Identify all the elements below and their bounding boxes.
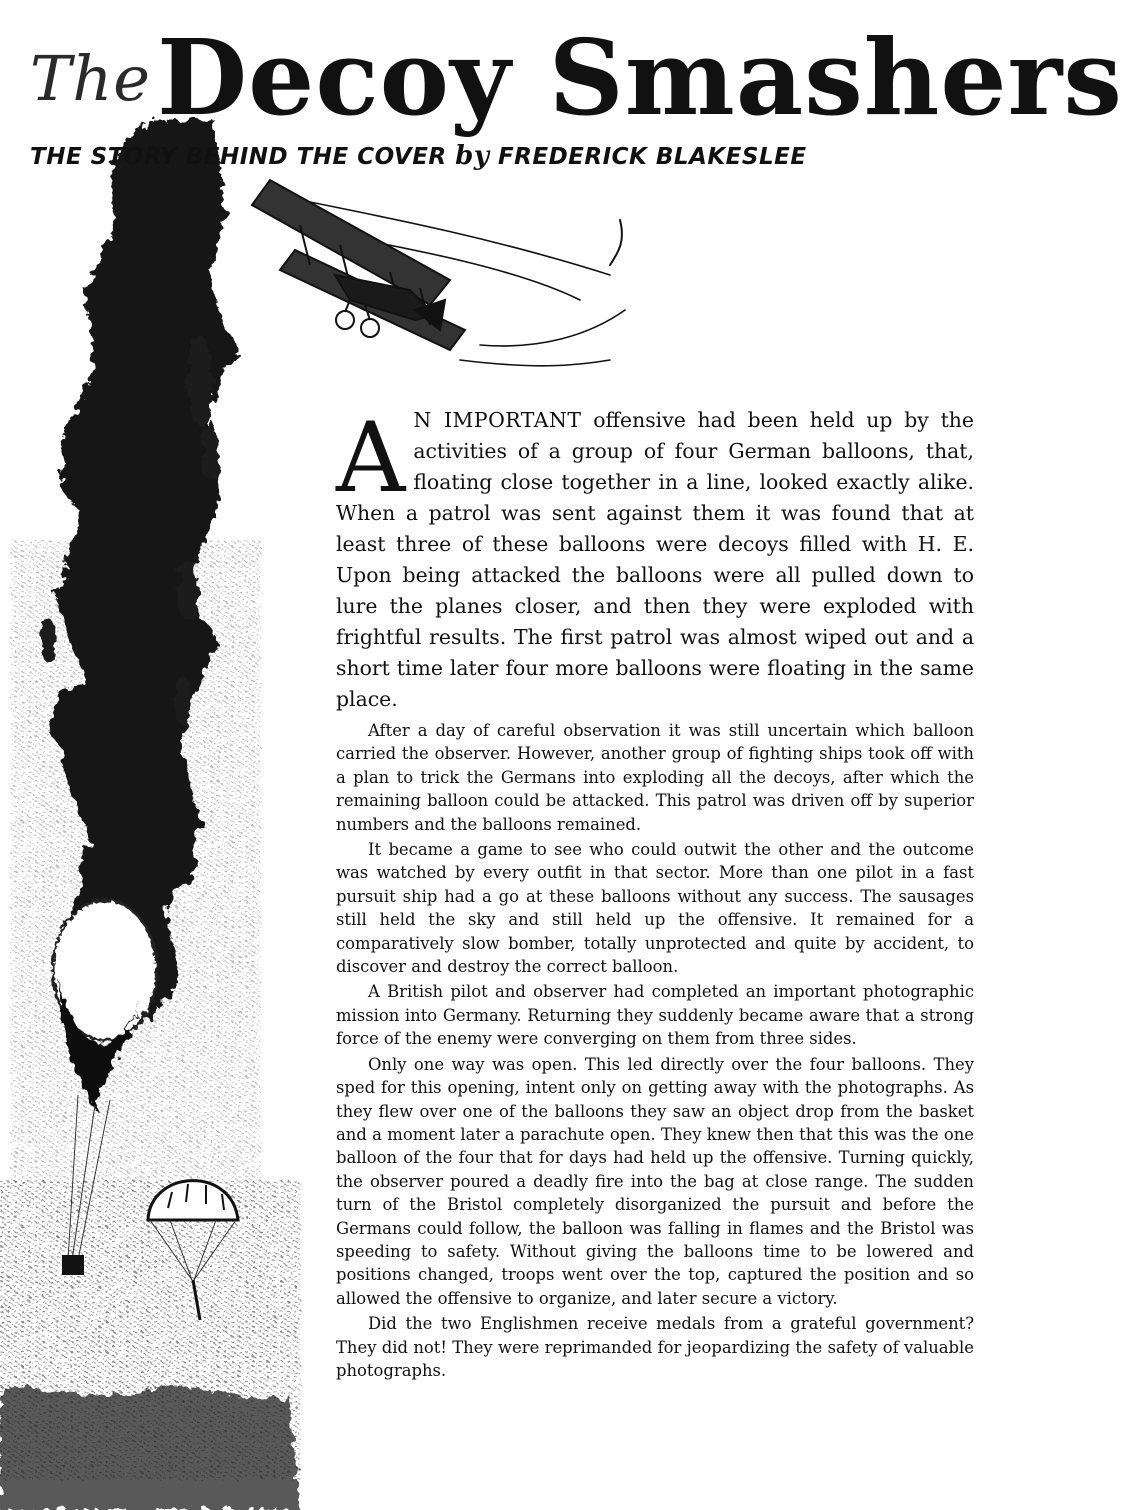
subtitle-by: by xyxy=(455,141,490,171)
lead-text: offensive had been held up by the activities of a group of four German balloons, that, floating close together in a line, looked exactly alike. When a patrol was sent against them it was found that at least three of these balloons were decoys filled with H. E. Upon being attacked the balloons were all pulled down to lure the planes closer, and then they were exploded with frightful results. The first patrol was almost wiped out and a short time later four more balloons were floating in the same place. xyxy=(336,408,974,711)
article-title xyxy=(30,16,1123,139)
title-prefix: The xyxy=(30,42,151,115)
article-body xyxy=(336,402,974,1384)
subtitle-story: THE STORY BEHIND THE COVER xyxy=(30,144,447,170)
bristol-biplane-illustration xyxy=(240,160,630,390)
paragraph: It became a game to see who could outwit the other and the outcome was watched by every outfit in that sector. More than one pilot in a fast pursuit ship had a go at these balloons without any success. The sausages still held the sky and still held up the offensive. It remained for a comparatively slow bomber, totally unprotected and quite by accident, to discover and destroy the correct balloon. xyxy=(336,840,974,977)
drop-cap: A xyxy=(336,402,406,514)
paragraph: After a day of careful observation it was still uncertain which balloon carried the observer. However, another group of fighting ships took off with a plan to trick the Germans into exploding all the decoys, after which the remaining balloon could be attacked. This patrol was driven off by superior numbers and the balloons remained. xyxy=(336,721,974,834)
title-main: Decoy Smashers xyxy=(156,16,1123,139)
byline xyxy=(30,136,980,176)
lead-caps: N IMPORTANT xyxy=(413,408,582,432)
paragraph: Only one way was open. This led directly over the four balloons. They sped for this opening, intent only on getting away with the photographs. As they flew over one of the balloons they saw an object drop from the basket and a moment later a parachute open. They knew then that this was the one balloon of the four that for days had held up the offensive. Turning quickly, the observer poured a deadly fire into the bag at close range. The sudden turn of the Bristol completely disorganized the pursuit and before the Germans could follow, the balloon was falling in flames and the Bristol was speeding to safety. Without giving the balloons time to be lowered and positions changed, troops went over the top, captured the position and so allowed the offensive to organize, and later secure a victory. xyxy=(336,1054,974,1308)
author-name: FREDERICK BLAKESLEE xyxy=(497,144,807,170)
ground xyxy=(0,1386,300,1510)
lead-paragraph xyxy=(336,402,974,715)
paragraph: A British pilot and observer had completed an important photographic mission into Germany. Returning they suddenly became aware that a strong force of the enemy were converging on them from three sides. xyxy=(336,982,974,1049)
paragraph: Did the two Englishmen receive medals from a grateful government? They did not! They were reprimanded for jeopardizing the safety of valuable photographs. xyxy=(336,1314,974,1380)
biplane xyxy=(252,180,465,350)
